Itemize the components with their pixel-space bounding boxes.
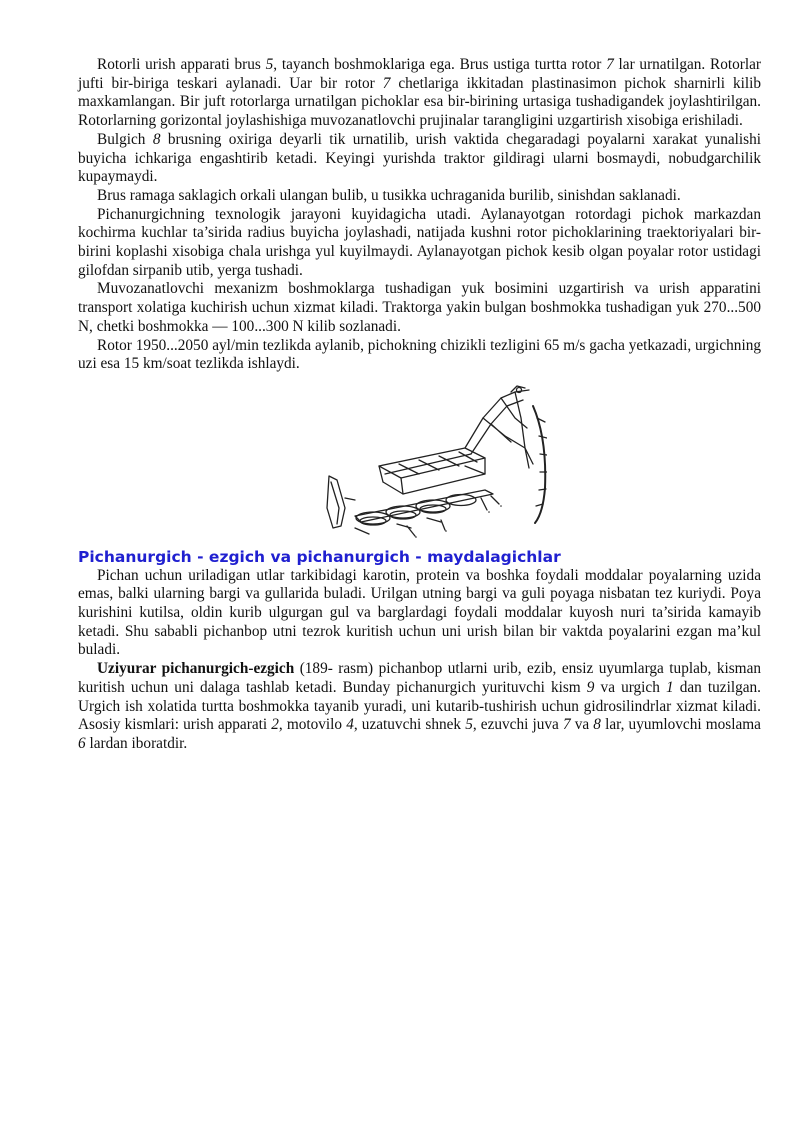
part-number: 7 [382,74,391,92]
paragraph [78,337,761,374]
text-run: lardan iboratdir. [85,734,188,752]
part-number: 8 [152,130,161,148]
text-run: Rotorli urish apparati brus [97,56,266,73]
text-run: Muvozanatlovchi mexanizm boshmoklarga tushadigan yuk bosimini uzgartirish va urish apparatini transport xolatiga kuchirish uchun xizmat kiladi. Traktorga yakin bulgan boshmokka tushadigan yuk 270...500 N, chetki boshmokka — 100...300 N kilib sozlanadi. [78,280,761,335]
text-run: , uzatuvchi shnek [353,716,466,734]
part-number: 9 [586,678,595,696]
text-run: Brus ramaga saklagich orkali ulangan bulib, u tusikka uchraganida burilib, sinishdan saklanadi. [97,186,681,204]
text-run: va [570,716,594,734]
part-number: 1 [665,678,674,696]
text-run: Pichan uchun uriladigan utlar tarkibidagi karotin, protein va boshka foydali moddalar poyalarning uzida emas, balki ularning bargi va gullarida buladi. Urilgan utning bargi va guli poyaga nisbatan tez kuriydi. Poya kurishini kutilsa, oldin kurib ulgurgan gul va barglardagi foydali moddalar kuyosh nuri ta’sirida kamayib ketadi. Shu sababli pichanbop utni tezrok kuritish uchun uni urish bilan bir vaktda poyalarini ezgan ma’kul buladi. [78,566,761,659]
paragraph [78,660,761,754]
paragraph [78,567,761,661]
part-number: 8 [593,716,601,734]
part-number: 6 [78,734,86,752]
text-run: Bulgich [97,130,153,148]
body-text-top [78,56,761,374]
text-run: lar, uyumlovchi moslama [600,716,761,734]
paragraph [78,206,761,281]
text-run: Rotor 1950...2050 ayl/min tezlikda aylanib, pichokning chizikli tezligini 65 m/s gacha yetkazadi, urgichning uzi esa 15 km/soat tezlikda ishlaydi. [78,336,761,373]
paragraph [78,187,761,206]
text-run: dan tuzilgan. Urgich ish xolatida turtta boshmokka tayanib yuradi, uni kutarib-tushirish uchun gidrosilindrlar xizmat kiladi. Asosiy kismlari: urish apparati [78,678,761,734]
part-number: 7 [562,716,571,734]
part-number: 7 [606,56,614,73]
text-run: , tayanch boshmoklariga ega. Brus ustiga turtta rotor [273,56,607,73]
paragraph [78,56,761,131]
paragraph [78,131,761,187]
rotary-mower-drawing-icon [315,378,547,548]
term-bold: Uziyurar pichanurgich-ezgich [97,660,295,678]
text-run: va urgich [594,678,666,696]
rotary-mower-figure [315,378,547,548]
document-page [78,56,761,754]
text-run: , motovilo [278,716,347,734]
part-number: 2 [271,716,279,734]
text-run: chetlariga ikkitadan plastinasimon pichok sharnirli kilib maxkamlangan. Bir juft rotorlarga urnatilgan pichoklar esa bir-birining urtasiga tushadigandek joylashtirilgan. Rotorlarning gorizontal joylashishiga muvozanatlovchi prujinalar tarangligini uzgartirish xisobiga erishiladi. [78,74,761,130]
part-number: 5 [465,716,473,734]
section-heading: Pichanurgich - ezgich va pichanurgich - maydalagichlar [78,547,561,566]
part-number: 5 [265,56,274,73]
text-run: Pichanurgichning texnologik jarayoni kuyidagicha utadi. Aylanayotgan rotordagi pichok markazdan kochirma kuchlar ta’sirida radius buyicha joylashadi, natijada kushni rotor pichoklarining traektoriyalari bir-birini koplashi xisobiga chala urishga yul kuyilmaydi. Aylanayotgan pichok kesib olgan poyalar rotor ustidagi gilofdan sirpanib utib, yerga tushadi. [78,205,761,279]
paragraph [78,280,761,336]
text-run: brusning oxiriga deyarli tik urnatilib, urish vaktida chegaradagi poyalarni xarakat yunalishi buyicha ichkariga engashtirib ketadi. Keyingi yurishda traktor gildiragi ularni bosmaydi, nobudgarchilik kupaymaydi. [78,130,761,186]
text-run: lar urnatilgan. Rotorlar jufti bir-biriga teskari aylanadi. Uar bir rotor [78,56,761,92]
body-text-bottom [78,567,761,754]
part-number: 4 [346,716,354,734]
text-run: (189- rasm) pichanbop utlarni urib, ezib, ensiz uyumlarga tuplab, kisman kuritish uchun uni dalaga tashlab ketadi. Bunday pichanurgich yurituvchi kism [78,660,762,696]
text-run: , ezuvchi juva [472,716,563,734]
